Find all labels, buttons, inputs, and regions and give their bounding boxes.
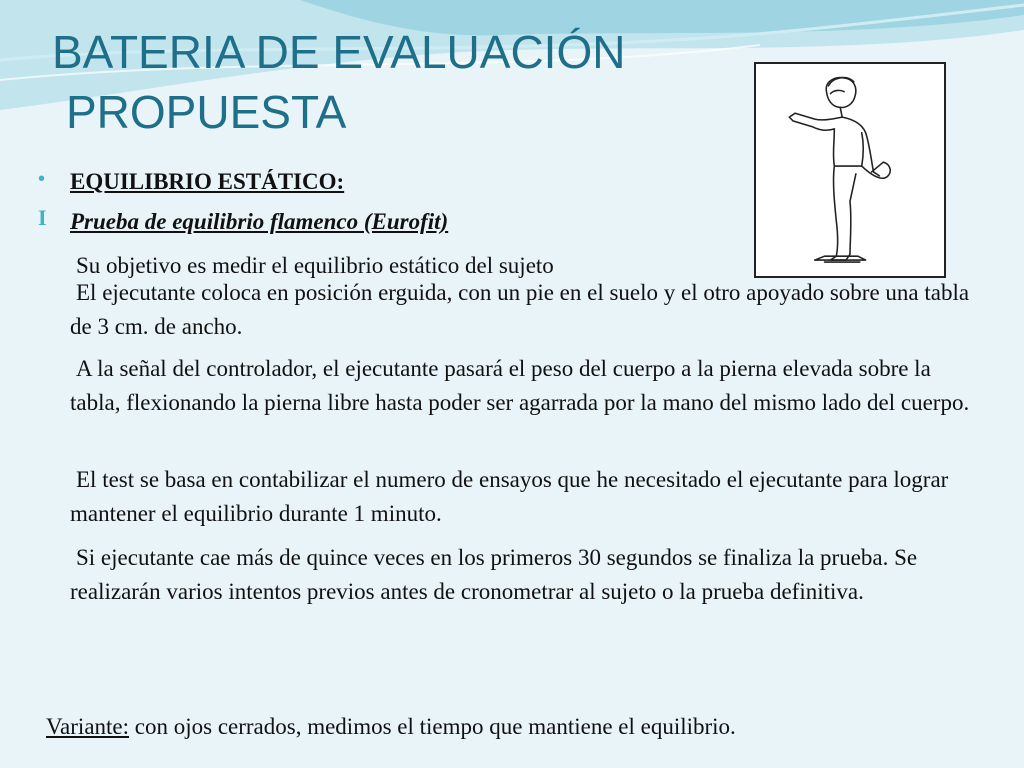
objective-text: Su objetivo es medir el equilibrio estático del sujeto (76, 253, 554, 278)
bullet-roman-icon: I (38, 205, 47, 230)
paragraph-2: A la señal del controlador, el ejecutante pasará el peso del cuerpo a la pierna elevada sobre la tabla, flexionando la pierna libre hasta poder ser agarrada por la mano del mismo lado del cuerpo. (70, 356, 970, 415)
variant-text: con ojos cerrados, medimos el tiempo que mantiene el equilibrio. (129, 714, 736, 739)
test-name-line (70, 205, 448, 239)
title-line-2: PROPUESTA (66, 86, 347, 138)
test-name: Prueba de equilibrio flamenco (Eurofit) (70, 209, 449, 234)
bullet-dot-icon: • (38, 168, 46, 190)
paragraph-3: El test se basa en contabilizar el numero de ensayos que he necesitado el ejecutante para lograr mantener el equilibrio durante 1 minuto. (70, 467, 949, 526)
section-heading-static-balance (70, 165, 344, 199)
title-line-1: BATERIA DE EVALUACIÓN (52, 26, 626, 78)
paragraph-1: El ejecutante coloca en posición erguida, con un pie en el suelo y el otro apoyado sobre una tabla de 3 cm. de ancho. (70, 280, 970, 339)
variant-line (46, 710, 736, 744)
paragraph-4: Si ejecutante cae más de quince veces en los primeros 30 segundos se finaliza la prueba. Se realizarán varios intentos previos antes de cronometrar al sujeto o la prueba definitiva. (70, 545, 918, 604)
heading-static-balance: EQUILIBRIO ESTÁTICO: (70, 169, 345, 194)
variant-label: Variante: (46, 714, 130, 739)
